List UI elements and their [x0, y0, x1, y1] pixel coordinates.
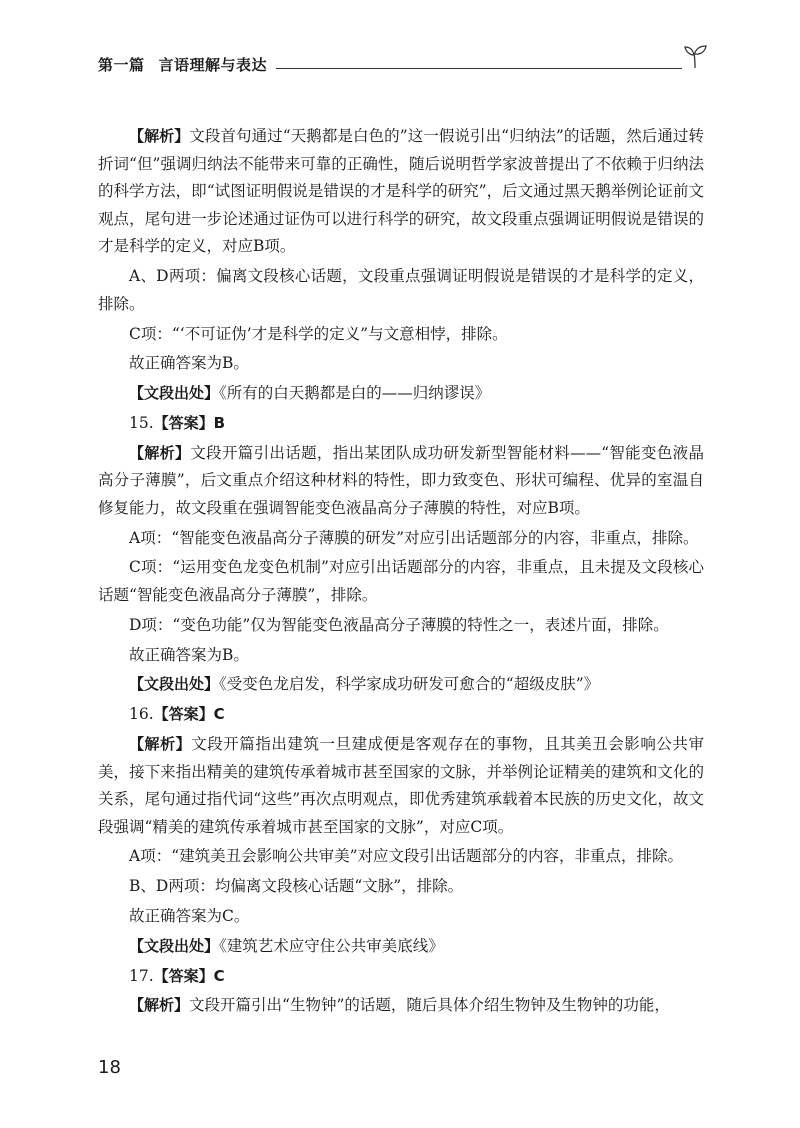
- running-header: [98, 50, 710, 80]
- analysis-tag: 【解析】: [129, 996, 190, 1015]
- option-paragraph: A项：“智能变色液晶高分子薄膜的研发”对应引出话题部分的内容，非重点，排除。: [129, 528, 699, 547]
- analysis-tag: 【解析】: [129, 127, 190, 145]
- conclusion-paragraph: 故正确答案为B。: [129, 645, 249, 664]
- analysis-paragraph: 【解析】文段首句通过“天鹅都是白色的”这一假说引出“归纳法”的话题，然后通过转折词“但”强调归纳法不能带来可靠的正确性，随后说明哲学家波普提出了不依赖于归纳法的科学方法，即“试图证明假说是错误的才是科学的研究”，后文通过黑天鹅举例论证前文观点，尾句进一步论述通过证伪可以进行科学的研究，故文段重点强调证明假说是错误的才是科学的定义，对应B项。: [98, 127, 704, 256]
- source-paragraph: 【文段出处】《建筑艺术应守住公共审美底线》: [129, 936, 444, 955]
- conclusion-paragraph: 故正确答案为C。: [129, 907, 250, 926]
- answer-letter: C: [213, 966, 225, 985]
- header-section: 言语理解与表达: [158, 56, 268, 74]
- source-paragraph: 【文段出处】《所有的白天鹅都是白的——归纳谬误》: [129, 384, 491, 403]
- question-answer-line: 15.【答案】B: [129, 413, 226, 432]
- answer-tag: 【答案】: [153, 966, 214, 985]
- option-paragraph: C项：“‘不可证伪’才是科学的定义”与文意相悖，排除。: [129, 324, 508, 343]
- header-rule: [276, 68, 682, 69]
- source-paragraph: 【文段出处】《受变色龙启发，科学家成功研发可愈合的“超级皮肤”》: [129, 675, 600, 694]
- conclusion-paragraph: 故正确答案为B。: [129, 354, 249, 373]
- sprout-icon: [680, 44, 710, 70]
- option-paragraph: A项：“建筑美丑会影响公共审美”对应文段引出话题部分的内容，非重点，排除。: [129, 847, 684, 866]
- answer-tag: 【答案】: [153, 413, 214, 432]
- option-paragraph: A、D两项：偏离文段核心话题，文段重点强调证明假说是错误的才是科学的定义，排除。: [98, 267, 704, 313]
- option-paragraph: C项：“运用变色龙变色机制”对应引出话题部分的内容，非重点，且未提及文段核心话题“智能变色液晶高分子薄膜”，排除。: [98, 558, 704, 604]
- answer-letter: B: [213, 413, 226, 432]
- page-number: 18: [98, 1057, 121, 1078]
- answer-letter: C: [213, 705, 225, 724]
- analysis-tag: 【解析】: [129, 734, 192, 753]
- analysis-paragraph: 【解析】文段开篇引出“生物钟”的话题，随后具体介绍生物钟及生物钟的功能，: [129, 996, 670, 1015]
- analysis-tag: 【解析】: [129, 443, 191, 462]
- header-chapter: 第一篇: [98, 56, 145, 74]
- analysis-paragraph: 【解析】文段开篇引出话题，指出某团队成功研发新型智能材料——“智能变色液晶高分子薄膜”，后文重点介绍这种材料的特性，即力致变色、形状可编程、优异的室温自修复能力，故文段重在强调智能变色液晶高分子薄膜的特性，对应B项。: [98, 443, 704, 517]
- answer-explanations: [98, 123, 704, 1022]
- source-tag: 【文段出处】: [129, 936, 220, 955]
- header-title: [98, 54, 267, 75]
- answer-tag: 【答案】: [153, 705, 214, 724]
- question-answer-line: 17.【答案】C: [129, 966, 225, 985]
- option-paragraph: D项：“变色功能”仅为智能变色液晶高分子薄膜的特性之一，表述片面，排除。: [129, 615, 669, 634]
- question-answer-line: 16.【答案】C: [129, 705, 225, 724]
- analysis-paragraph: 【解析】文段开篇指出建筑一旦建成便是客观存在的事物，且其美丑会影响公共审美，接下来指出精美的建筑传承着城市甚至国家的文脉，并举例论证精美的建筑和文化的关系，尾句通过指代词“这些”再次点明观点，即优秀建筑承载着本民族的历史文化，故文段强调“精美的建筑传承着城市甚至国家的文脉”，对应C项。: [98, 734, 704, 836]
- source-tag: 【文段出处】: [129, 384, 220, 403]
- option-paragraph: B、D两项：均偏离文段核心话题“文脉”，排除。: [129, 877, 464, 896]
- source-tag: 【文段出处】: [129, 675, 220, 694]
